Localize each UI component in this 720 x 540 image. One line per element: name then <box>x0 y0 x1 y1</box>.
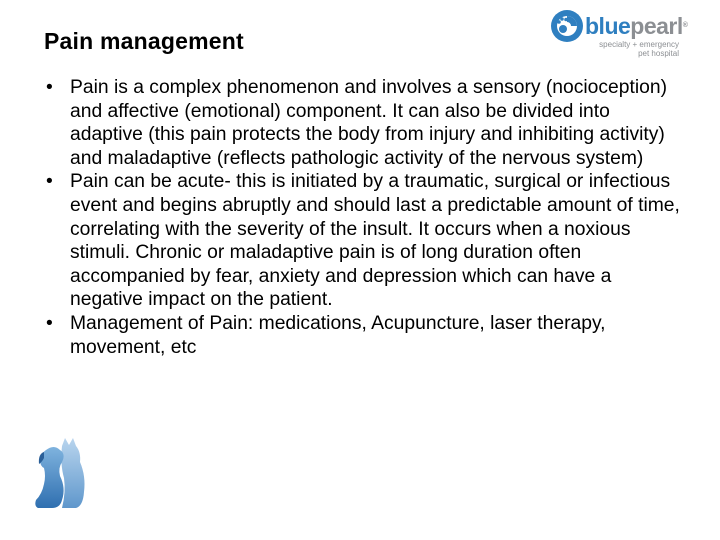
bullet-marker: • <box>46 312 53 334</box>
bullet-text: Pain is a complex phenomenon and involves a sensory (nocioception) and affective (emotional) component. It can also be divided into adaptive (this pain protects the body from injury and inhibiting activity) and maladaptive (reflects pathologic activity of the nervous system) <box>70 77 667 169</box>
logo-brand-blue: blue <box>585 13 631 39</box>
bullet-item <box>44 76 684 170</box>
bullet-marker: • <box>46 171 53 193</box>
logo-wordmark <box>585 13 687 39</box>
logo-tagline-line1: specialty + emergency <box>599 40 679 49</box>
logo-tagline-line2: pet hospital <box>638 49 679 58</box>
logo-brand-pearl: pearl <box>630 13 683 39</box>
paw-swirl-icon <box>549 8 585 44</box>
logo-trademark: ® <box>682 22 688 29</box>
bluepearl-logo <box>549 8 699 60</box>
bullet-item <box>44 312 684 359</box>
bullet-list <box>44 76 684 359</box>
dog-and-cat-silhouette-icon <box>32 436 90 512</box>
bullet-text: Pain can be acute- this is initiated by a traumatic, surgical or infectious event and begins abruptly and should last a predictable amount of time, correlating with the severity of the insult. It occurs when a noxious stimuli. Chronic or maladaptive pain is of long duration often accompanied by fear, anxiety and depression which can have a negative impact on the patient. <box>70 171 680 311</box>
logo-tagline <box>599 40 679 58</box>
bullet-text: Management of Pain: medications, Acupuncture, laser therapy, movement, etc <box>70 312 606 358</box>
bullet-marker: • <box>46 77 53 98</box>
bullet-item <box>44 170 684 312</box>
slide-title: Pain management <box>44 28 244 54</box>
